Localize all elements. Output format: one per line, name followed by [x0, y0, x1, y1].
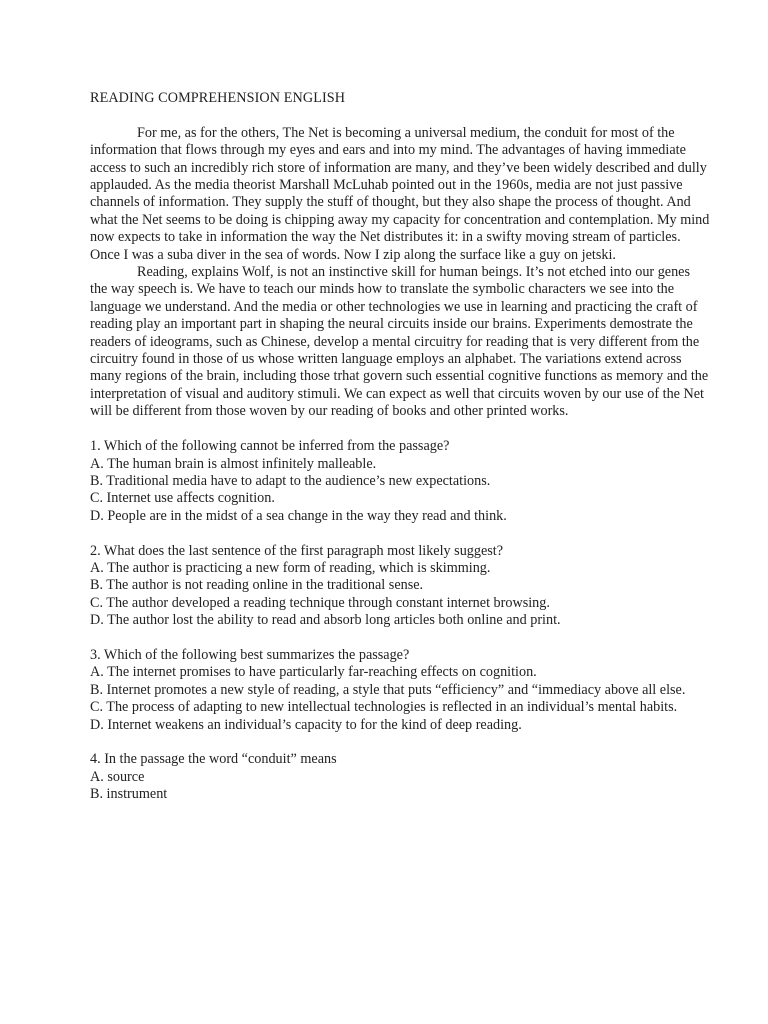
- answer-option: C. Internet use affects cognition.: [90, 490, 275, 507]
- question-4: [90, 751, 710, 803]
- question-prompt: 4. In the passage the word “conduit” means: [90, 751, 337, 768]
- question-2: [90, 543, 710, 630]
- passage: [90, 125, 710, 421]
- answer-option: B. Traditional media have to adapt to the audience’s new expectations.: [90, 472, 491, 489]
- document-page: [90, 90, 710, 804]
- passage-paragraph-1: For me, as for the others, The Net is becoming a universal medium, the conduit for most of the information that flows through my eyes and ears and into my mind. The advantages of having immediate access to such an incredibly rich store of information are many, and they’ve been widely described and dully applauded. As the media theorist Marshall McLuhab pointed out in the 1960s, media are not just passive channels of information. They supply the stuff of thought, but they also shape the process of thought. And what the Net seems to be doing is chipping away my capacity for concentration and contemplation. My mind now expects to take in information the way the Net distributes it: in a swifty moving stream of particles. Once I was a suba diver in the sea of words. Now I zip along the surface like a guy on jetski.: [90, 124, 710, 263]
- answer-option: D. The author lost the ability to read and absorb long articles both online and print.: [90, 612, 561, 629]
- answer-option: B. Internet promotes a new style of reading, a style that puts “efficiency” and “immediacy above all else.: [90, 681, 686, 698]
- answer-option: A. source: [90, 768, 145, 785]
- answer-option: A. The human brain is almost infinitely malleable.: [90, 455, 377, 472]
- question-prompt: 2. What does the last sentence of the first paragraph most likely suggest?: [90, 542, 504, 559]
- answer-option: A. The internet promises to have particularly far-reaching effects on cognition.: [90, 664, 537, 681]
- answer-option: D. Internet weakens an individual’s capacity to for the kind of deep reading.: [90, 716, 522, 733]
- question-1: [90, 438, 710, 525]
- passage-paragraph-2: Reading, explains Wolf, is not an instinctive skill for human beings. It’s not etched into our genes the way speech is. We have to teach our minds how to translate the symbolic characters we see into the language we understand. And the media or other technologies we use in learning and practicing the craft of reading play an important part in shaping the neural circuits inside our brains. Experiments demostrate the readers of ideograms, such as Chinese, develop a mental circuitry for reading that is very different from the circuitry found in those of us whose written language employs an alphabet. The variations extend across many regions of the brain, including those trhat govern such essential cognitive functions as memory and the interpretation of visual and auditory stimuli. We can expect as well that circuits woven by our use of the Net will be different from those woven by our reading of books and other printed works.: [90, 264, 709, 420]
- question-prompt: 3. Which of the following best summarizes the passage?: [90, 646, 410, 663]
- answer-option: C. The process of adapting to new intellectual technologies is reflected in an individual’s mental habits.: [90, 699, 678, 716]
- answer-option: A. The author is practicing a new form of reading, which is skimming.: [90, 559, 491, 576]
- answer-option: C. The author developed a reading technique through constant internet browsing.: [90, 594, 550, 611]
- answer-option: D. People are in the midst of a sea change in the way they read and think.: [90, 507, 507, 524]
- answer-option: B. The author is not reading online in the traditional sense.: [90, 577, 424, 594]
- document-title: READING COMPREHENSION ENGLISH: [90, 90, 346, 106]
- answer-option: B. instrument: [90, 786, 168, 803]
- question-prompt: 1. Which of the following cannot be inferred from the passage?: [90, 438, 450, 455]
- question-3: [90, 647, 710, 734]
